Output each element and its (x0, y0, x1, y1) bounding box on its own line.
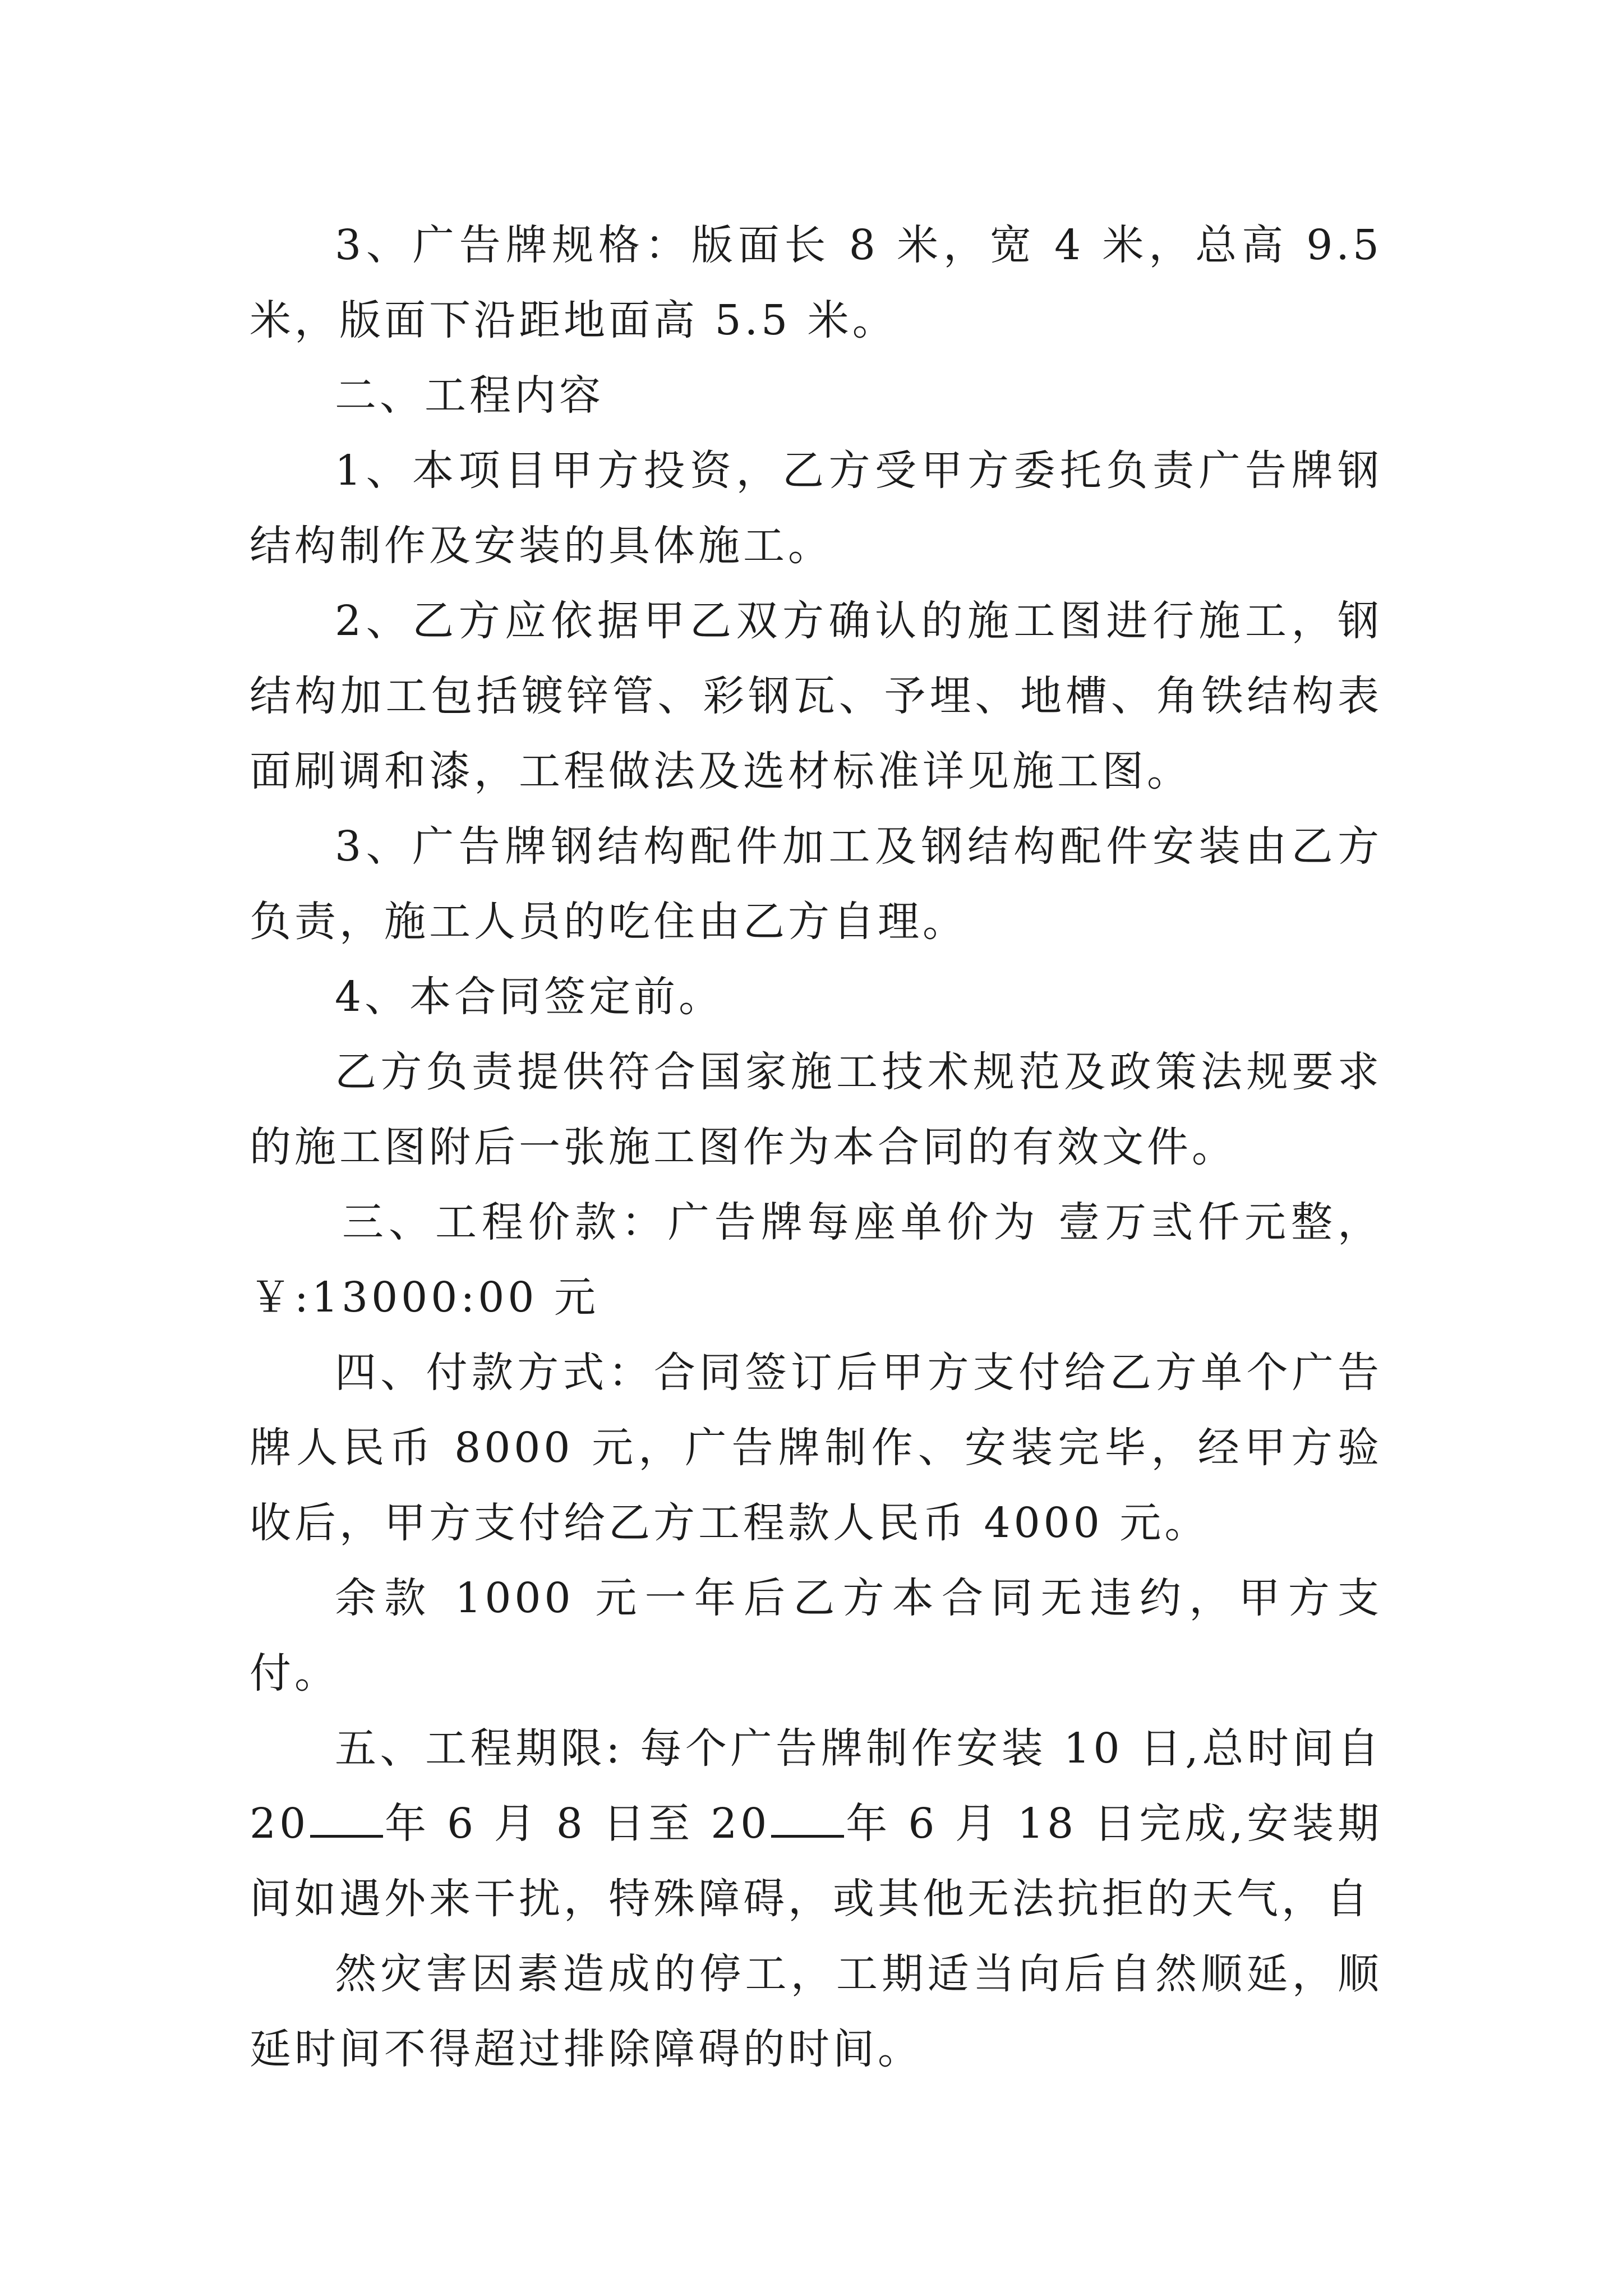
paragraph-item-2: 2、乙方应依据甲乙双方确认的施工图进行施工，钢结构加工包括镀锌管、彩钢瓦、予埋、地槽、角铁结构表面刷调和漆，工程做法及选材标准详见施工图。 (250, 597, 1382, 795)
paragraph-balance: 余款 1000 元一年后乙方本合同无违约，甲方支付。 (250, 1574, 1382, 1697)
year-blank (310, 1801, 383, 1838)
paragraph-drawing: 乙方负责提供符合国家施工技术规范及政策法规要求的施工图附后一张施工图作为本合同的有效文件。 (250, 1048, 1382, 1171)
paragraph-spec: 3、广告牌规格：版面长 8 米，宽 4 米，总高 9.5 米，版面下沿距地面高 5.5 米。 (250, 221, 1382, 344)
year-blank (771, 1801, 844, 1838)
paragraph-payment: 四、付款方式：合同签订后甲方支付给乙方单个广告牌人民币 8000 元，广告牌制作、安装完毕，经甲方验收后，甲方支付给乙方工程款人民币 4000 元。 (250, 1349, 1382, 1547)
schedule-text-3: 年 6 月 18 日完成,安装期间如遇外来干扰，特殊障碍，或其他无法抗拒的天气，自 (250, 1800, 1383, 1923)
paragraph-item-1: 1、本项目甲方投资，乙方受甲方委托负责广告牌钢结构制作及安装的具体施工。 (250, 447, 1382, 570)
paragraph-item-3: 3、广告牌钢结构配件加工及钢结构配件安装由乙方负责，施工人员的吃住由乙方自理。 (250, 822, 1382, 946)
heading-project-content: 二、工程内容 (335, 371, 604, 420)
paragraph-schedule (250, 1711, 1382, 1936)
schedule-text-2: 年 6 月 8 日至 20 (384, 1800, 771, 1848)
paragraph-closing: 然灾害因素造成的停工，工期适当向后自然顺延，顺延时间不得超过排除障碍的时间。 (250, 1950, 1382, 2073)
schedule-text-1: 五、工程期限: 每个广告牌制作安装 10 日,总时间自 20 (250, 1724, 1382, 1848)
paragraph-price: 三、工程价款：广告牌每座单价为 壹万弎仟元整，￥:13000:00 元 (250, 1198, 1382, 1322)
paragraph-item-4: 4、本合同签定前。 (335, 973, 724, 1021)
document-body (250, 208, 1382, 2087)
